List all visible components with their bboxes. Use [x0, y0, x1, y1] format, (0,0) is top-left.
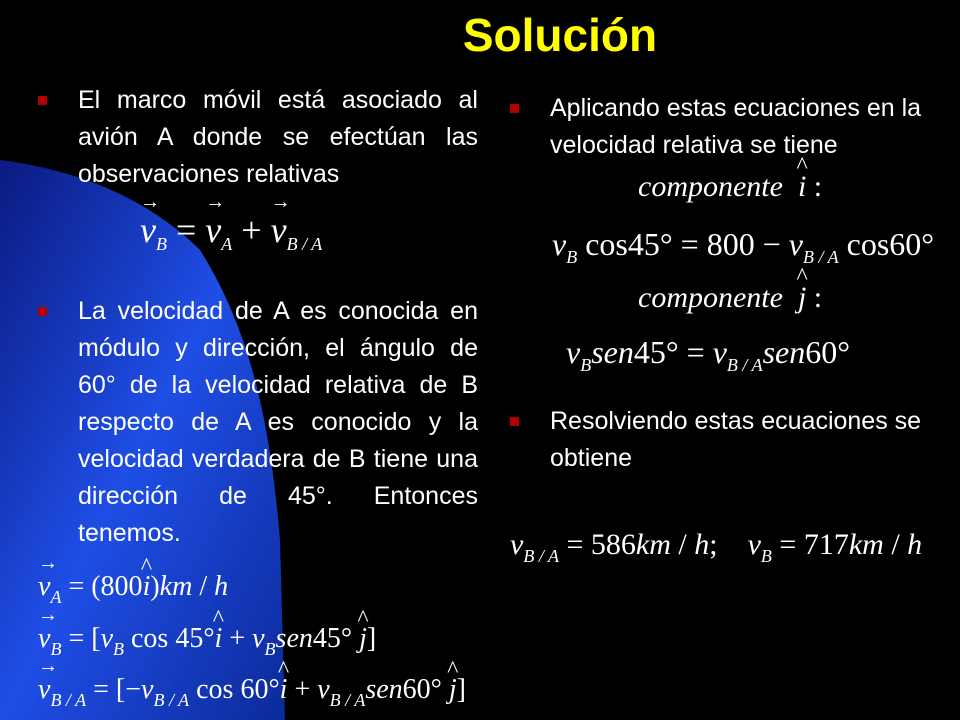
component-j-equation: $v_Bsen45^\circ = v_{B / A}sen60^\circ$	[566, 334, 851, 375]
slide-title: Solución	[462, 9, 658, 61]
component-j-label: componente ^ j :	[638, 283, 822, 313]
left-bullet-2-text: La velocidad de A es conocida en módulo y dirección, el ángulo de 60° de la velocidad relativa de B respecto de A es conocido y la velocidad verdadera de B tiene una dirección de 45°. Entonces tenemos.	[78, 297, 478, 547]
right-bullet-1-text: Aplicando estas ecuaciones en la velocidad relativa se tiene	[550, 94, 922, 159]
relative-velocity-equation: → $v_B$ = → $v_A$ + → $v_{B / A}$	[140, 212, 322, 253]
left-bullet-2	[78, 293, 478, 552]
right-bullet-2-text: Resolviendo estas ecuaciones se obtiene	[550, 407, 922, 472]
bullet-marker	[38, 307, 47, 316]
right-bullet-1	[550, 90, 930, 164]
bullet-marker	[510, 104, 519, 113]
bullet-marker	[38, 96, 47, 105]
bullet-marker	[510, 417, 519, 426]
velocity-BA-equation: → $v_{B / A} = [-v_{B / A}$ cos 60°^ $i + v_{B / A}sen60^\circ$ ^ j]	[38, 676, 466, 709]
component-i-label: componente ^ i :	[638, 172, 822, 202]
velocity-B-equation: → $v_B = [v_B$ cos 45°^ $i + v_Bsen45^\circ$ ^ j]	[38, 625, 376, 658]
left-bullet-1	[78, 82, 478, 193]
left-bullet-1-text: El marco móvil está asociado al avión A donde se efectúan las observaciones relativas	[78, 86, 478, 188]
right-bullet-2	[550, 403, 930, 477]
velocity-A-equation: → $v_A$ = (800^ i)km / h	[38, 573, 228, 606]
result-equation: $v_{B / A} = 586km / h$; $v_B = 717km / h$	[510, 528, 923, 566]
component-i-equation: $v_B$ $\cos 45^\circ = 800 - v_{B / A}$ cos60°	[552, 226, 935, 267]
